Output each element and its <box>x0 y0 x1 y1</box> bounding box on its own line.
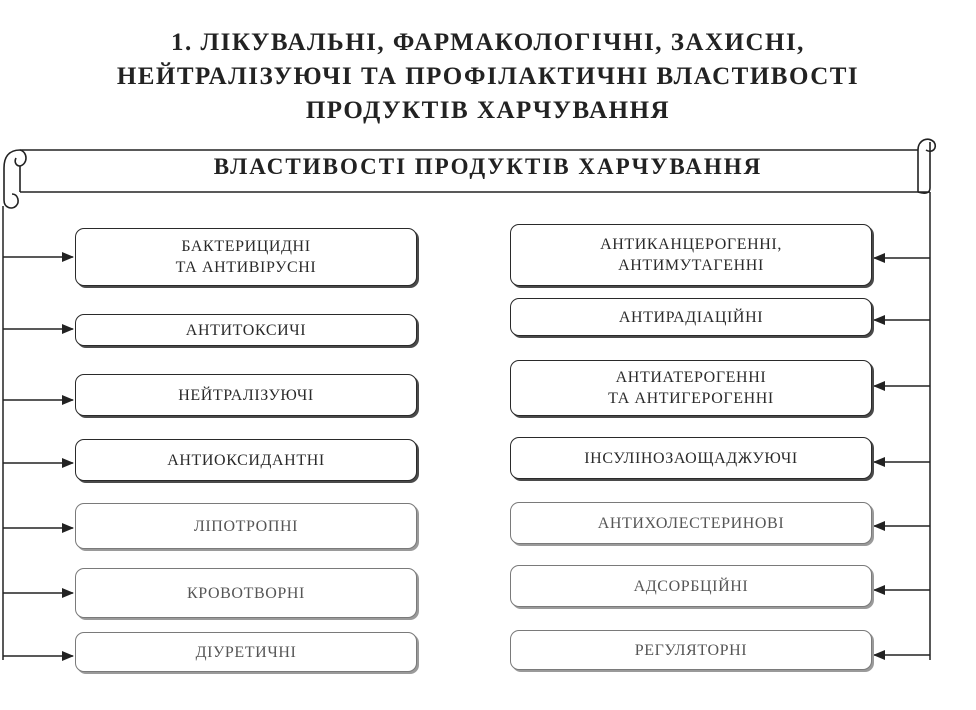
banner-label: ВЛАСТИВОСТІ ПРОДУКТІВ ХАРЧУВАННЯ <box>213 154 763 179</box>
property-box-antiradiation: АНТИРАДІАЦІЙНІ <box>510 298 872 336</box>
property-box-hematopoietic: КРОВОТВОРНІ <box>75 568 417 618</box>
title-line-1: 1. ЛІКУВАЛЬНІ, ФАРМАКОЛОГІЧНІ, ЗАХИСНІ, <box>171 29 805 56</box>
right-arrows <box>874 258 930 655</box>
property-box-anticarcinogenic: АНТИКАНЦЕРОГЕННІ, АНТИМУТАГЕННІ <box>510 224 872 286</box>
title-line-2: НЕЙТРАЛІЗУЮЧІ ТА ПРОФІЛАКТИЧНІ ВЛАСТИВОСТІ <box>116 63 860 90</box>
property-box-antioxidant: АНТИОКСИДАНТНІ <box>75 439 417 481</box>
property-box-anticholesterol: АНТИХОЛЕСТЕРИНОВІ <box>510 502 872 544</box>
property-box-insulin-sparing: ІНСУЛІНОЗАОЩАДЖУЮЧІ <box>510 437 872 479</box>
property-box-adsorption: АДСОРБЦІЙНІ <box>510 565 872 607</box>
property-box-diuretic: ДІУРЕТИЧНІ <box>75 632 417 672</box>
property-box-bactericidal: БАКТЕРИЦИДНІ ТА АНТИВІРУСНІ <box>75 228 417 286</box>
left-arrows <box>3 257 73 656</box>
property-box-antiatherogenic: АНТИАТЕРОГЕННІ ТА АНТИГЕРОГЕННІ <box>510 360 872 416</box>
property-box-regulatory: РЕГУЛЯТОРНІ <box>510 630 872 670</box>
property-box-neutralizing: НЕЙТРАЛІЗУЮЧІ <box>75 374 417 416</box>
title-line-3: ПРОДУКТІВ ХАРЧУВАННЯ <box>305 97 671 124</box>
property-box-lipotropic: ЛІПОТРОПНІ <box>75 503 417 549</box>
property-box-antitoxic: АНТИТОКСИЧІ <box>75 314 417 346</box>
